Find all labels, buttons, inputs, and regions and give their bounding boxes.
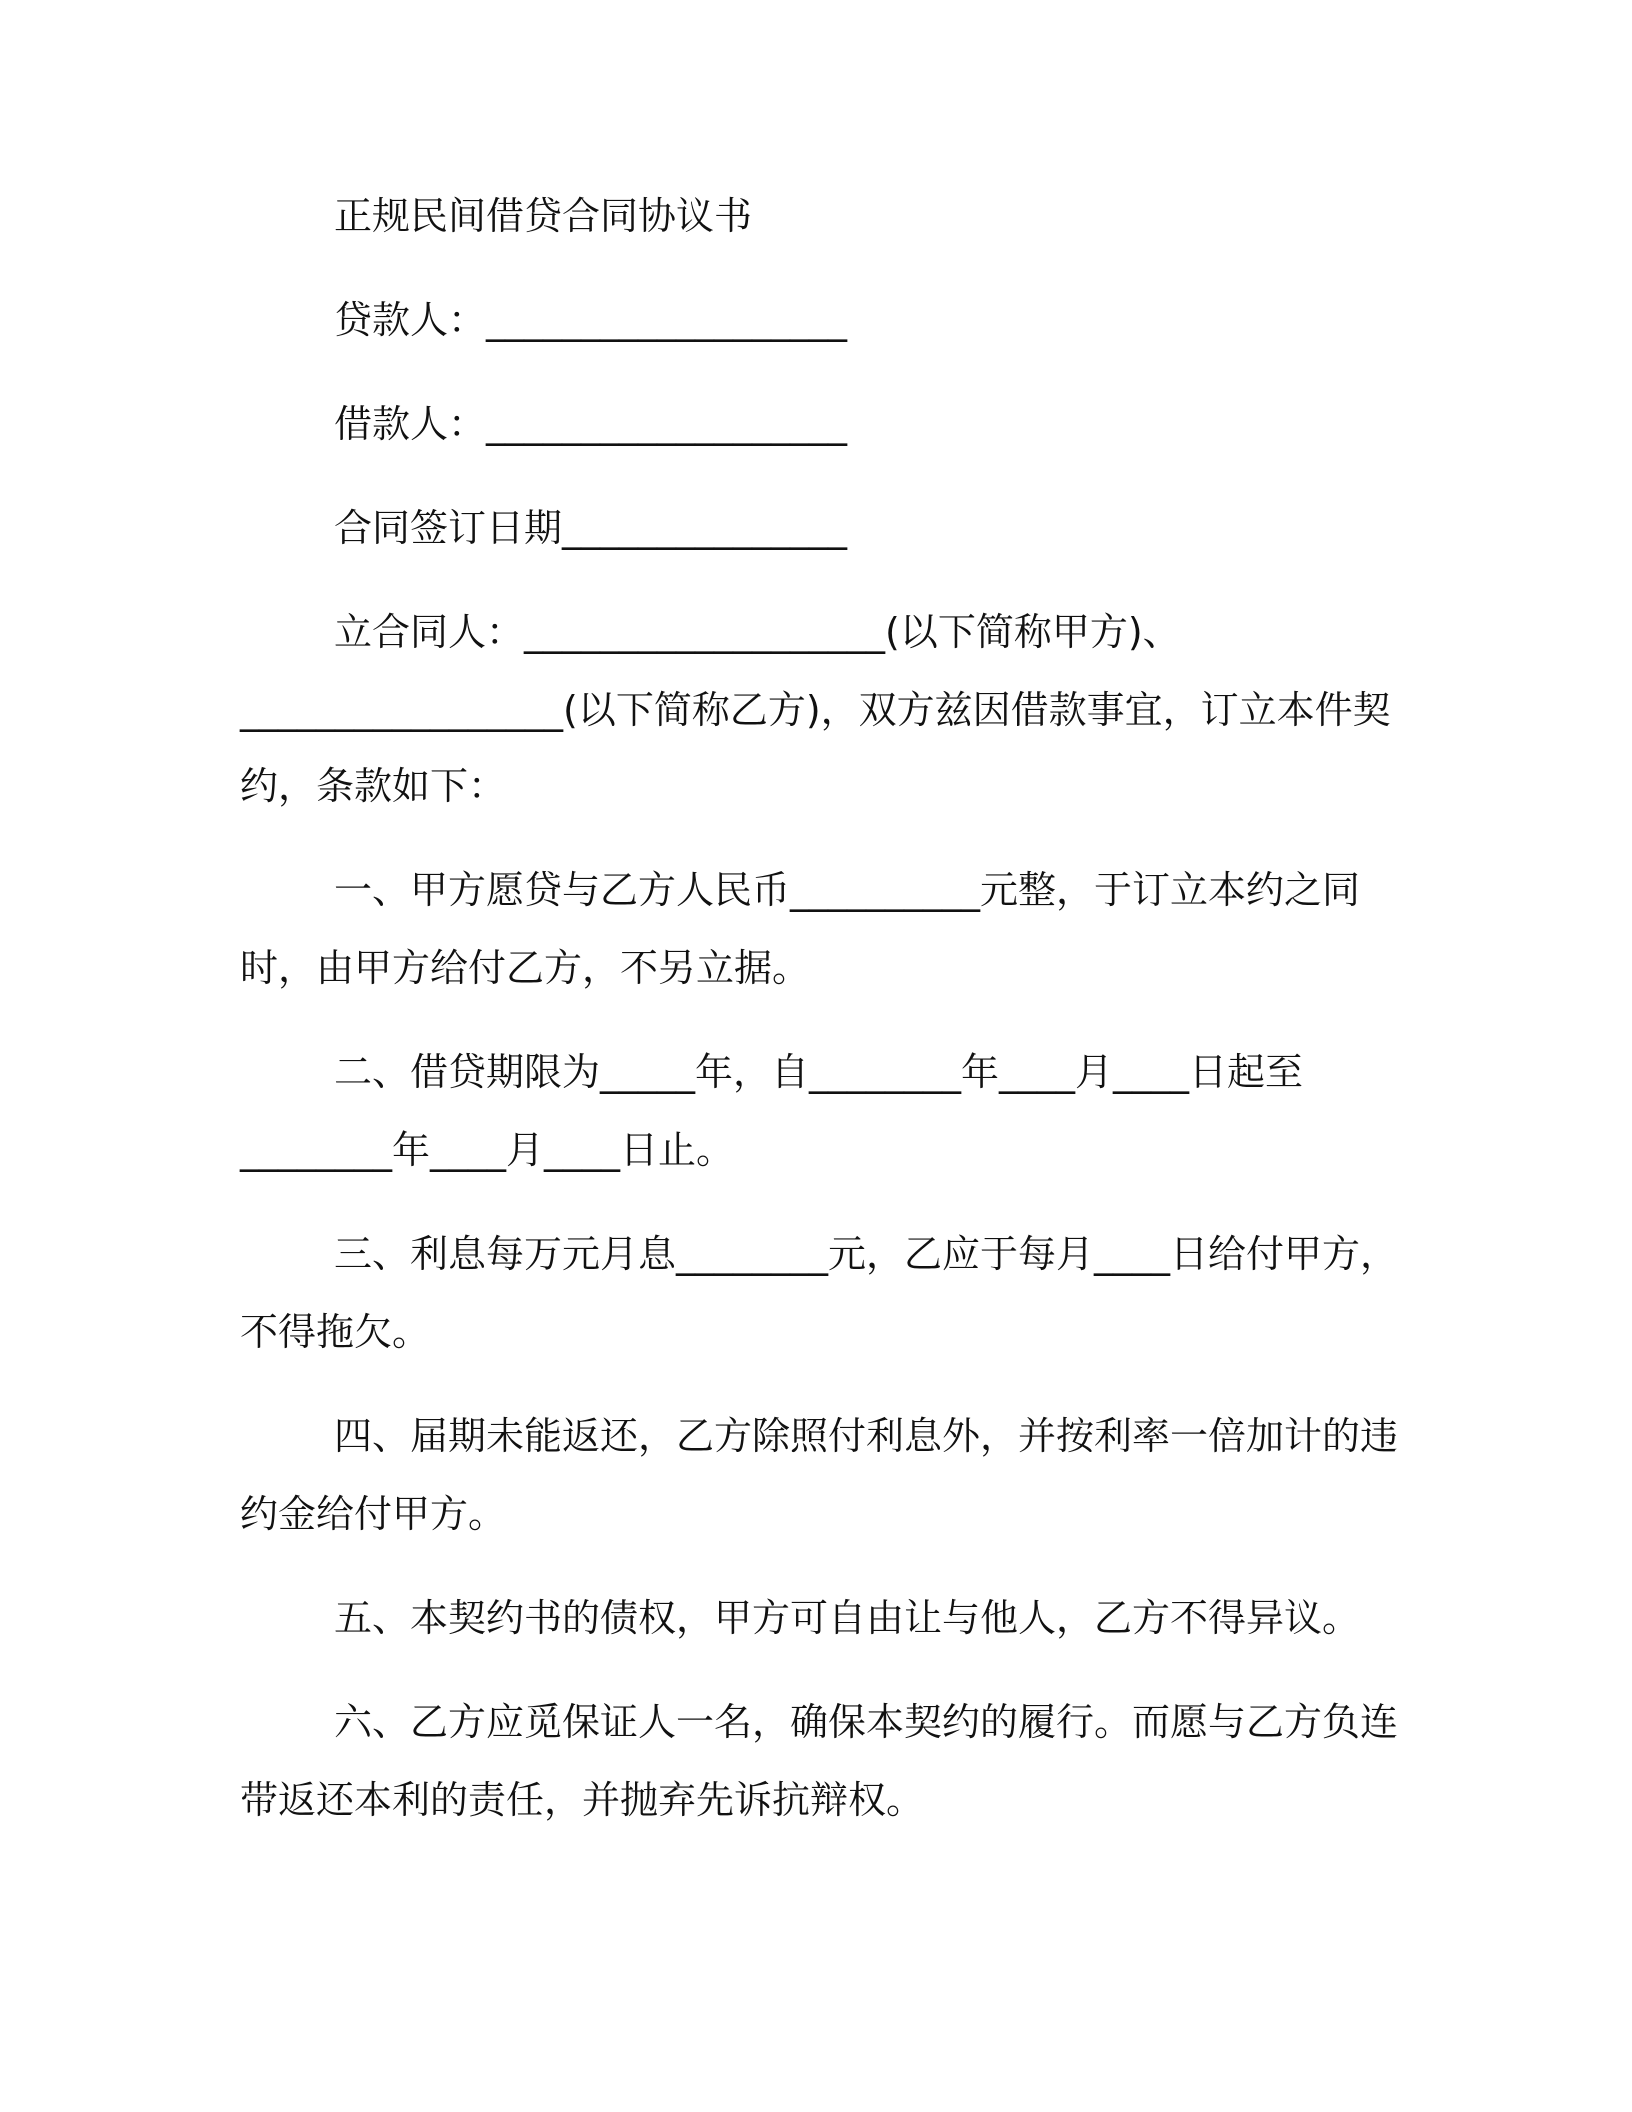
clause-5-line-1: 五、本契约书的债权，甲方可自由让与他人，乙方不得异议。 [334, 1596, 1361, 1640]
clause-2-line-2: ________年____月____日止。 [240, 1128, 735, 1172]
clause-4-line-2: 约金给付甲方。 [240, 1492, 507, 1536]
intro-paragraph-line-2: _________________(以下简称乙方)，双方兹因借款事宜，订立本件契 [240, 688, 1391, 732]
borrower-line: 借款人：___________________ [334, 402, 848, 446]
clause-4-line-1: 四、届期未能返还，乙方除照付利息外，并按利率一倍加计的违 [334, 1414, 1399, 1458]
document-title: 正规民间借贷合同协议书 [334, 194, 753, 238]
clause-2-line-1: 二、借贷期限为_____年，自________年____月____日起至 [334, 1050, 1304, 1094]
intro-paragraph-line-3: 约，条款如下： [240, 764, 507, 808]
clause-3-line-2: 不得拖欠。 [240, 1310, 431, 1354]
clause-3-line-1: 三、利息每万元月息________元，乙应于每月____日给付甲方， [334, 1232, 1399, 1276]
clause-1-line-2: 时，由甲方给付乙方，不另立据。 [240, 946, 811, 990]
intro-paragraph-line-1: 立合同人：___________________(以下简称甲方)、 [334, 610, 1181, 654]
clause-6-line-2: 带返还本利的责任，并抛弃先诉抗辩权。 [240, 1778, 925, 1822]
clause-1-line-1: 一、甲方愿贷与乙方人民币__________元整，于订立本约之同 [334, 868, 1361, 912]
clause-6-line-1: 六、乙方应觅保证人一名，确保本契约的履行。而愿与乙方负连 [334, 1700, 1399, 1744]
signing-date-line: 合同签订日期_______________ [334, 506, 848, 550]
lender-line: 贷款人：___________________ [334, 298, 848, 342]
